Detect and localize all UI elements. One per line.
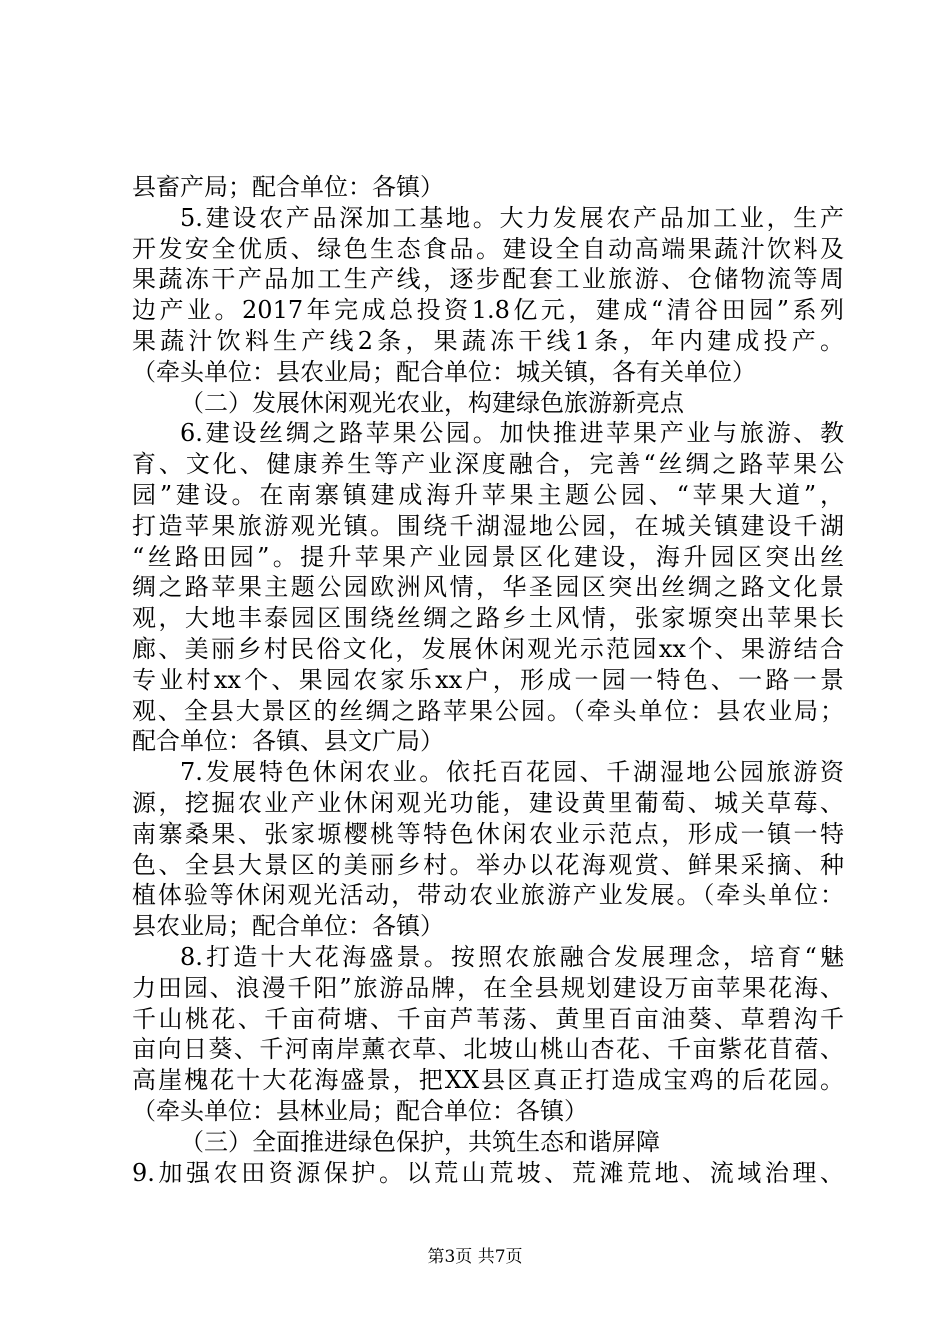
text-line: 色、全县大景区的美丽乡村。举办以花海观赏、鲜果采摘、种 (132, 850, 844, 879)
text-line: 力田园、浪漫千阳”旅游品牌，在全县规划建设万亩苹果花海、 (132, 973, 844, 1002)
text-line: 7.发展特色休闲农业。依托百花园、千湖湿地公园旅游资 (180, 758, 844, 787)
text-line: 观、全县大景区的丝绸之路苹果公园。（牵头单位：县农业局； (132, 696, 844, 725)
text-line: 县畜产局；配合单位：各镇） (132, 173, 444, 201)
text-line: “丝路田园”。提升苹果产业园景区化建设，海升园区突出丝 (132, 542, 844, 571)
section-heading: （三）全面推进绿色保护，共筑生态和谐屏障 (180, 1127, 660, 1156)
text-line: 8.打造十大花海盛景。按照农旅融合发展理念，培育“魅 (180, 943, 844, 971)
text-line: 开发安全优质、绿色生态食品。建设全自动高端果蔬汁饮料及 (132, 234, 844, 263)
text-line: 千山桃花、千亩荷塘、千亩芦苇荡、黄里百亩油葵、草碧沟千 (132, 1004, 844, 1033)
text-line: 园”建设。在南寨镇建成海升苹果主题公园、“苹果大道”， (132, 481, 844, 509)
page-footer: 第3页 共7页 (427, 1247, 523, 1267)
text-line: 配合单位：各镇、县文广局） (132, 727, 444, 756)
text-line: 县农业局；配合单位：各镇） (132, 912, 444, 941)
text-line: 源，挖掘农业产业休闲观光功能，建设黄里葡萄、城关草莓、 (132, 789, 844, 817)
text-line: 观，大地丰泰园区围绕丝绸之路乡土风情，张家塬突出苹果长 (132, 604, 844, 633)
text-line: 育、文化、健康养生等产业深度融合，完善“丝绸之路苹果公 (132, 450, 844, 479)
text-line: （牵头单位：县农业局；配合单位：城关镇，各有关单位） (132, 357, 756, 386)
text-line: 果蔬汁饮料生产线2条，果蔬冻干线1条，年内建成投产。 (132, 327, 844, 355)
text-line: 绸之路苹果主题公园欧洲风情，华圣园区突出丝绸之路文化景 (132, 573, 844, 602)
text-line: 植体验等休闲观光活动，带动农业旅游产业发展。（牵头单位： (132, 881, 844, 910)
text-line: （牵头单位：县林业局；配合单位：各镇） (132, 1097, 588, 1125)
text-line: 打造苹果旅游观光镇。围绕千湖湿地公园，在城关镇建设千湖 (132, 511, 844, 540)
section-heading: （二）发展休闲观光农业，构建绿色旅游新亮点 (180, 388, 684, 417)
text-line: 亩向日葵、千河南岸薰衣草、北坡山桃山杏花、千亩紫花苜蓿、 (132, 1035, 844, 1064)
text-line: 高崖槐花十大花海盛景，把XX县区真正打造成宝鸡的后花园。 (132, 1066, 844, 1095)
text-line: 专业村xx个、果园农家乐xx户，形成一园一特色、一路一景 (132, 665, 844, 694)
text-line: 廊、美丽乡村民俗文化，发展休闲观光示范园xx个、果游结合 (132, 635, 844, 663)
text-line: 6.建设丝绸之路苹果公园。加快推进苹果产业与旅游、教 (180, 419, 844, 448)
text-line: 边产业。2017年完成总投资1.8亿元，建成“清谷田园”系列 (132, 296, 844, 325)
text-line: 南寨桑果、张家塬樱桃等特色休闲农业示范点，形成一镇一特 (132, 819, 844, 848)
text-line: 果蔬冻干产品加工生产线，逐步配套工业旅游、仓储物流等周 (132, 265, 844, 294)
text-line: 5.建设农产品深加工基地。大力发展农产品加工业，生产 (180, 203, 844, 232)
text-line: 9.加强农田资源保护。以荒山荒坡、荒滩荒地、流域治理、 (132, 1158, 844, 1187)
